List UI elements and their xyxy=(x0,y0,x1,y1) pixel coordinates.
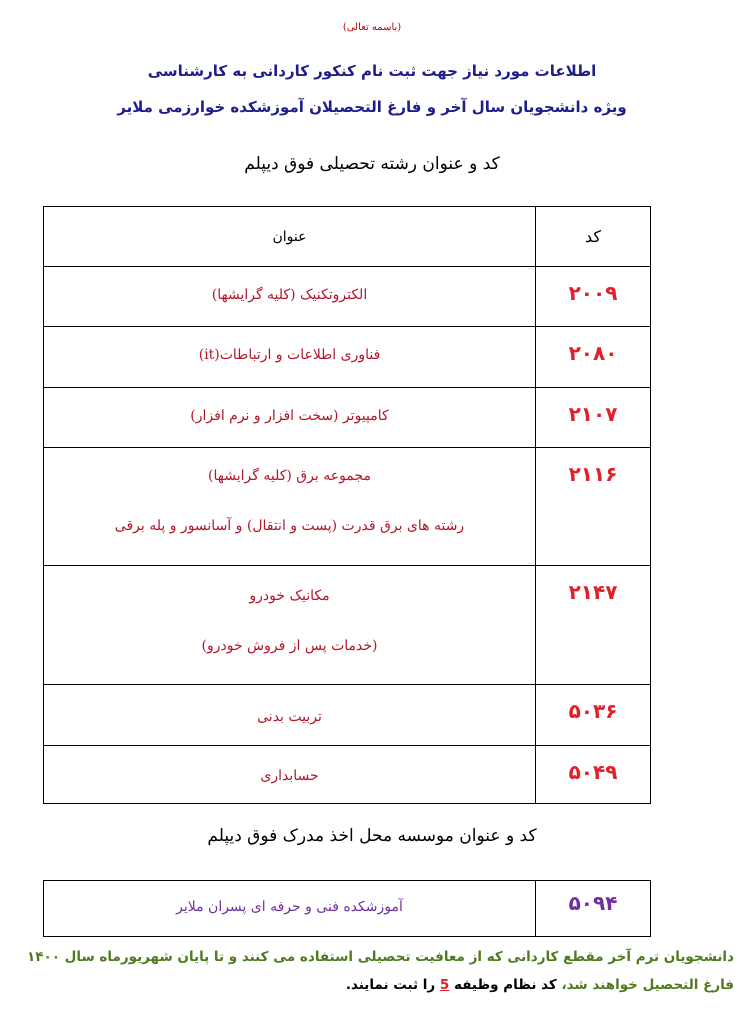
row-title xyxy=(44,685,536,746)
header-code: کد xyxy=(536,207,651,267)
row-title-line: حسابداری xyxy=(260,768,319,784)
institution-table xyxy=(43,880,651,937)
footer-part3: کد نظام وظیفه xyxy=(454,977,557,993)
row-title-line: کامپیوتر (سخت افزار و نرم افزار) xyxy=(190,408,389,424)
row-code: ۵۰۴۹ xyxy=(536,746,651,804)
table-row xyxy=(44,746,651,804)
table-header-row xyxy=(44,207,651,267)
header-title: عنوان xyxy=(44,207,536,267)
row-title xyxy=(44,746,536,804)
table-row xyxy=(44,448,651,566)
footer-num: 5 xyxy=(439,977,450,993)
row-title xyxy=(44,448,536,566)
row-code: ۵۰۳۶ xyxy=(536,685,651,746)
row-code: ۲۱۱۶ xyxy=(536,448,651,566)
section-title-institution: کد و عنوان موسسه محل اخذ مدرک فوق دیپلم xyxy=(207,826,537,846)
programs-table xyxy=(43,206,651,804)
row-title-line: (خدمات پس از فروش خودرو) xyxy=(201,638,378,654)
row-title-line: مکانیک خودرو xyxy=(249,588,330,604)
section-title-programs: کد و عنوان رشته تحصیلی فوق دیپلم xyxy=(244,154,500,174)
row-title xyxy=(44,566,536,685)
footer-year: ۱۴۰۰ xyxy=(27,949,60,965)
footer-part2: فارغ التحصیل خواهند شد، xyxy=(561,977,734,993)
row-title-line: الکتروتکنیک (کلیه گرایشها) xyxy=(211,287,368,303)
footer-note xyxy=(8,943,734,999)
heading-line-2: ویژه دانشجویان سال آخر و فارغ التحصیلان آموزشکده خوارزمی ملایر xyxy=(117,98,627,116)
footer-part4: را ثبت نمایند. xyxy=(345,977,436,993)
row-title-line: فناوری اطلاعات و ارتباطات(it) xyxy=(198,347,381,363)
table-row xyxy=(44,685,651,746)
top-note: (باسمه تعالی) xyxy=(342,22,402,33)
footer-part1: دانشجویان ترم آخر مقطع کاردانی که از معافیت تحصیلی استفاده می کنند و تا پایان شهریورماه سال xyxy=(64,949,734,965)
row-code: ۲۱۴۷ xyxy=(536,566,651,685)
row-title xyxy=(44,267,536,327)
heading-line-1: اطلاعات مورد نیاز جهت ثبت نام کنکور کاردانی به کارشناسی xyxy=(147,62,597,80)
table-row xyxy=(44,327,651,388)
row-title xyxy=(44,388,536,448)
institution-code: ۵۰۹۴ xyxy=(536,881,651,937)
row-title xyxy=(44,327,536,388)
table-row xyxy=(44,881,651,937)
table-row xyxy=(44,267,651,327)
row-title-line: تربیت بدنی xyxy=(257,709,322,725)
row-code: ۲۰۰۹ xyxy=(536,267,651,327)
table-row xyxy=(44,566,651,685)
row-code: ۲۰۸۰ xyxy=(536,327,651,388)
row-title-line: رشته های برق قدرت (پست و انتقال) و آسانسور و پله برقی xyxy=(114,518,465,534)
row-code: ۲۱۰۷ xyxy=(536,388,651,448)
table-row xyxy=(44,388,651,448)
institution-title: آموزشکده فنی و حرفه ای پسران ملایر xyxy=(44,881,536,937)
row-title-line: مجموعه برق (کلیه گرایشها) xyxy=(208,468,371,484)
